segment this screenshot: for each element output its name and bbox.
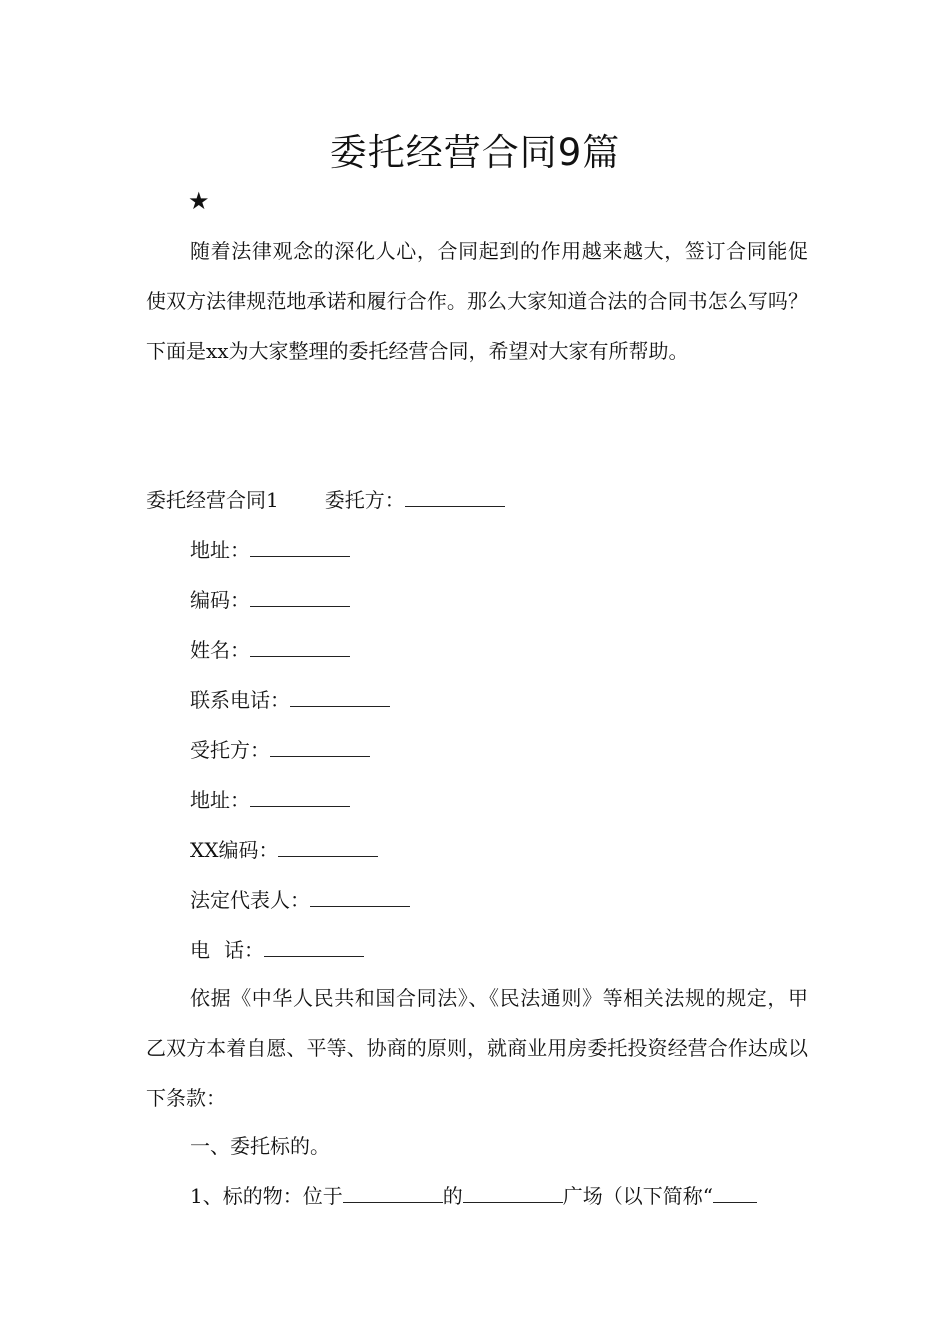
section1-heading: 一、委托标的。 xyxy=(190,1134,330,1158)
tel-label-first: 电 xyxy=(190,938,210,962)
item1-blank-3 xyxy=(713,1184,757,1203)
xx-code-label: XX编码： xyxy=(190,838,279,862)
item1-mid1: 的 xyxy=(442,1184,463,1208)
name-blank xyxy=(250,638,350,657)
client-label: 委托方： xyxy=(324,488,405,512)
phone-line xyxy=(190,685,390,715)
item1-prefix: 1、标的物：位于 xyxy=(190,1184,343,1208)
code-line xyxy=(190,585,350,615)
name-line xyxy=(190,635,350,665)
contract1-heading-line xyxy=(146,485,505,515)
address2-blank xyxy=(250,788,350,807)
item1-blank-1 xyxy=(343,1184,443,1203)
legal-rep-line xyxy=(190,885,410,915)
code-label: 编码： xyxy=(190,588,250,612)
item1-blank-2 xyxy=(463,1184,563,1203)
client-blank xyxy=(405,488,505,507)
xx-code-blank xyxy=(278,838,378,857)
contract1-heading: 委托经营合同1 xyxy=(146,488,279,512)
trustee-label: 受托方： xyxy=(190,738,270,762)
item1-mid2: 广场（以下简称“ xyxy=(562,1184,713,1208)
address-blank xyxy=(250,538,350,557)
phone-label: 联系电话： xyxy=(190,688,290,712)
address-line xyxy=(190,535,350,565)
legal-rep-blank xyxy=(310,888,410,907)
trustee-line xyxy=(190,735,370,765)
name-label: 姓名： xyxy=(190,638,250,662)
star-icon: ★ xyxy=(188,187,210,215)
item1-line xyxy=(190,1181,757,1211)
legal-rep-label: 法定代表人： xyxy=(190,888,310,912)
basis-paragraph: 依据《中华人民共和国合同法》、《民法通则》等相关法规的规定，甲乙双方本着自愿、平等、协商的原则，就商业用房委托投资经营合作达成以下条款： xyxy=(146,986,808,1110)
document-title: 委托经营合同9篇 xyxy=(329,131,621,174)
intro-paragraph: 随着法律观念的深化人心，合同起到的作用越来越大，签订合同能促使双方法律规范地承诺和履行合作。那么大家知道合法的合同书怎么写吗？下面是xx为大家整理的委托经营合同，希望对大家有所帮助。 xyxy=(146,239,808,363)
trustee-blank xyxy=(270,738,370,757)
tel-label-second: 话： xyxy=(224,938,264,962)
tel-blank xyxy=(264,938,364,957)
tel-line xyxy=(190,935,364,965)
phone-blank xyxy=(290,688,390,707)
address2-label: 地址： xyxy=(190,788,250,812)
address2-line xyxy=(190,785,350,815)
xx-code-line xyxy=(190,835,378,865)
code-blank xyxy=(250,588,350,607)
address-label: 地址： xyxy=(190,538,250,562)
